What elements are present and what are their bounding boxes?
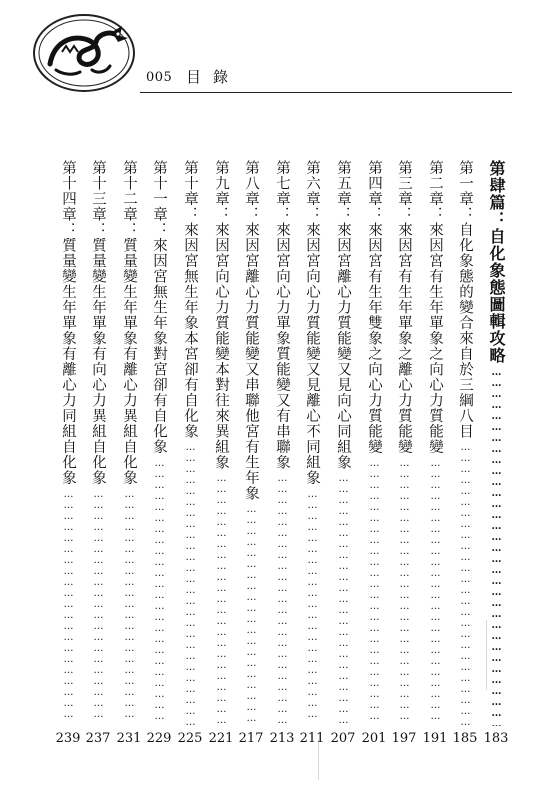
toc-part-title — [484, 160, 508, 726]
toc-chapter-title — [147, 160, 171, 726]
toc-page-number: 201 — [361, 731, 387, 746]
toc-chapter-title — [209, 160, 233, 726]
toc-entry-text: 第四章：來因宮有生年雙象之向心力質能變 — [366, 160, 382, 458]
toc-entry[interactable] — [178, 160, 202, 726]
toc-entry-text: 第肆篇：自化象態圖輯攻略 — [487, 160, 506, 367]
toc-entry[interactable] — [392, 160, 416, 726]
toc-entry[interactable] — [86, 160, 110, 726]
toc-chapter-title — [300, 160, 324, 726]
toc-entry-text: 第五章：來因宮離心力質能變又見向心同組象 — [335, 160, 351, 473]
toc-chapter-title — [331, 160, 355, 726]
toc-entry[interactable] — [147, 160, 171, 726]
toc-entry-text: 第十章：來因宮無生年象本宮卻有自化象 — [182, 160, 198, 442]
toc-chapter-title — [86, 160, 110, 726]
toc-page-number: 217 — [238, 731, 264, 746]
toc-page-number: 211 — [299, 731, 325, 746]
toc-page-number: 197 — [391, 731, 417, 746]
toc-chapter-title — [392, 160, 416, 726]
toc-entry-text: 第十二章：質量變生年單象有離心力異組自化象 — [121, 160, 137, 489]
page-number: 005 — [146, 70, 173, 85]
toc-entry-text: 第十一章：來因宮無生年象對宮卻有自化象 — [151, 160, 167, 458]
toc-page-number: 191 — [422, 731, 448, 746]
toc-page-number: 213 — [269, 731, 295, 746]
toc-entry-text: 第十三章：質量變生年單象有向心力異組自化象 — [90, 160, 106, 489]
toc-chapter-title — [56, 160, 80, 726]
toc-entry-text: 第三章：來因宮有生年單象之離心力質能變 — [396, 160, 412, 458]
toc-entry[interactable] — [56, 160, 80, 726]
toc-entry[interactable] — [453, 160, 477, 726]
section-title: 目錄 — [186, 68, 241, 86]
toc-entry[interactable] — [270, 160, 294, 726]
toc-entry[interactable] — [209, 160, 233, 726]
toc-page-number: 229 — [146, 731, 172, 746]
toc-entry-text: 第八章：來因宮離心力質能變又串聯他宮有生年象 — [243, 160, 259, 504]
toc-entry[interactable] — [239, 160, 263, 726]
toc-page-number: 185 — [452, 731, 478, 746]
toc-entry[interactable] — [362, 160, 386, 726]
toc-entry[interactable] — [331, 160, 355, 726]
toc-entry[interactable] — [300, 160, 324, 726]
toc-page-number: 231 — [116, 731, 142, 746]
toc-page-number: 237 — [85, 731, 111, 746]
toc-entry-text: 第一章：自化象態的變合來自於三綱八目 — [457, 160, 473, 442]
toc-page-number: 183 — [483, 731, 509, 746]
toc-chapter-title — [453, 160, 477, 726]
toc-entry[interactable] — [117, 160, 141, 726]
toc-chapter-title — [270, 160, 294, 726]
toc-chapter-title — [362, 160, 386, 726]
toc-chapter-title — [239, 160, 263, 726]
toc-entry[interactable] — [484, 160, 508, 726]
toc-chapter-title — [423, 160, 447, 726]
toc-entry-text: 第九章：來因宮向心力質能變本對往來異組象 — [213, 160, 229, 473]
toc-chapter-title — [178, 160, 202, 726]
toc-page-number: 221 — [208, 731, 234, 746]
toc-chapter-title — [117, 160, 141, 726]
toc-page-number: 239 — [55, 731, 81, 746]
toc-entry-text: 第七章：來因宮向心力單象質能變又有串聯象 — [274, 160, 290, 473]
toc-entry-text: 第六章：來因宮向心力質能變又見離心不同組象 — [304, 160, 320, 489]
toc-entry-text: 第二章：來因宮有生年單象之向心力質能變 — [427, 160, 443, 458]
toc-entry[interactable] — [423, 160, 447, 726]
toc-page-number: 225 — [177, 731, 203, 746]
toc-page-number: 207 — [330, 731, 356, 746]
toc-entry-text: 第十四章：質量變生年單象有離心力同組自化象 — [60, 160, 76, 489]
